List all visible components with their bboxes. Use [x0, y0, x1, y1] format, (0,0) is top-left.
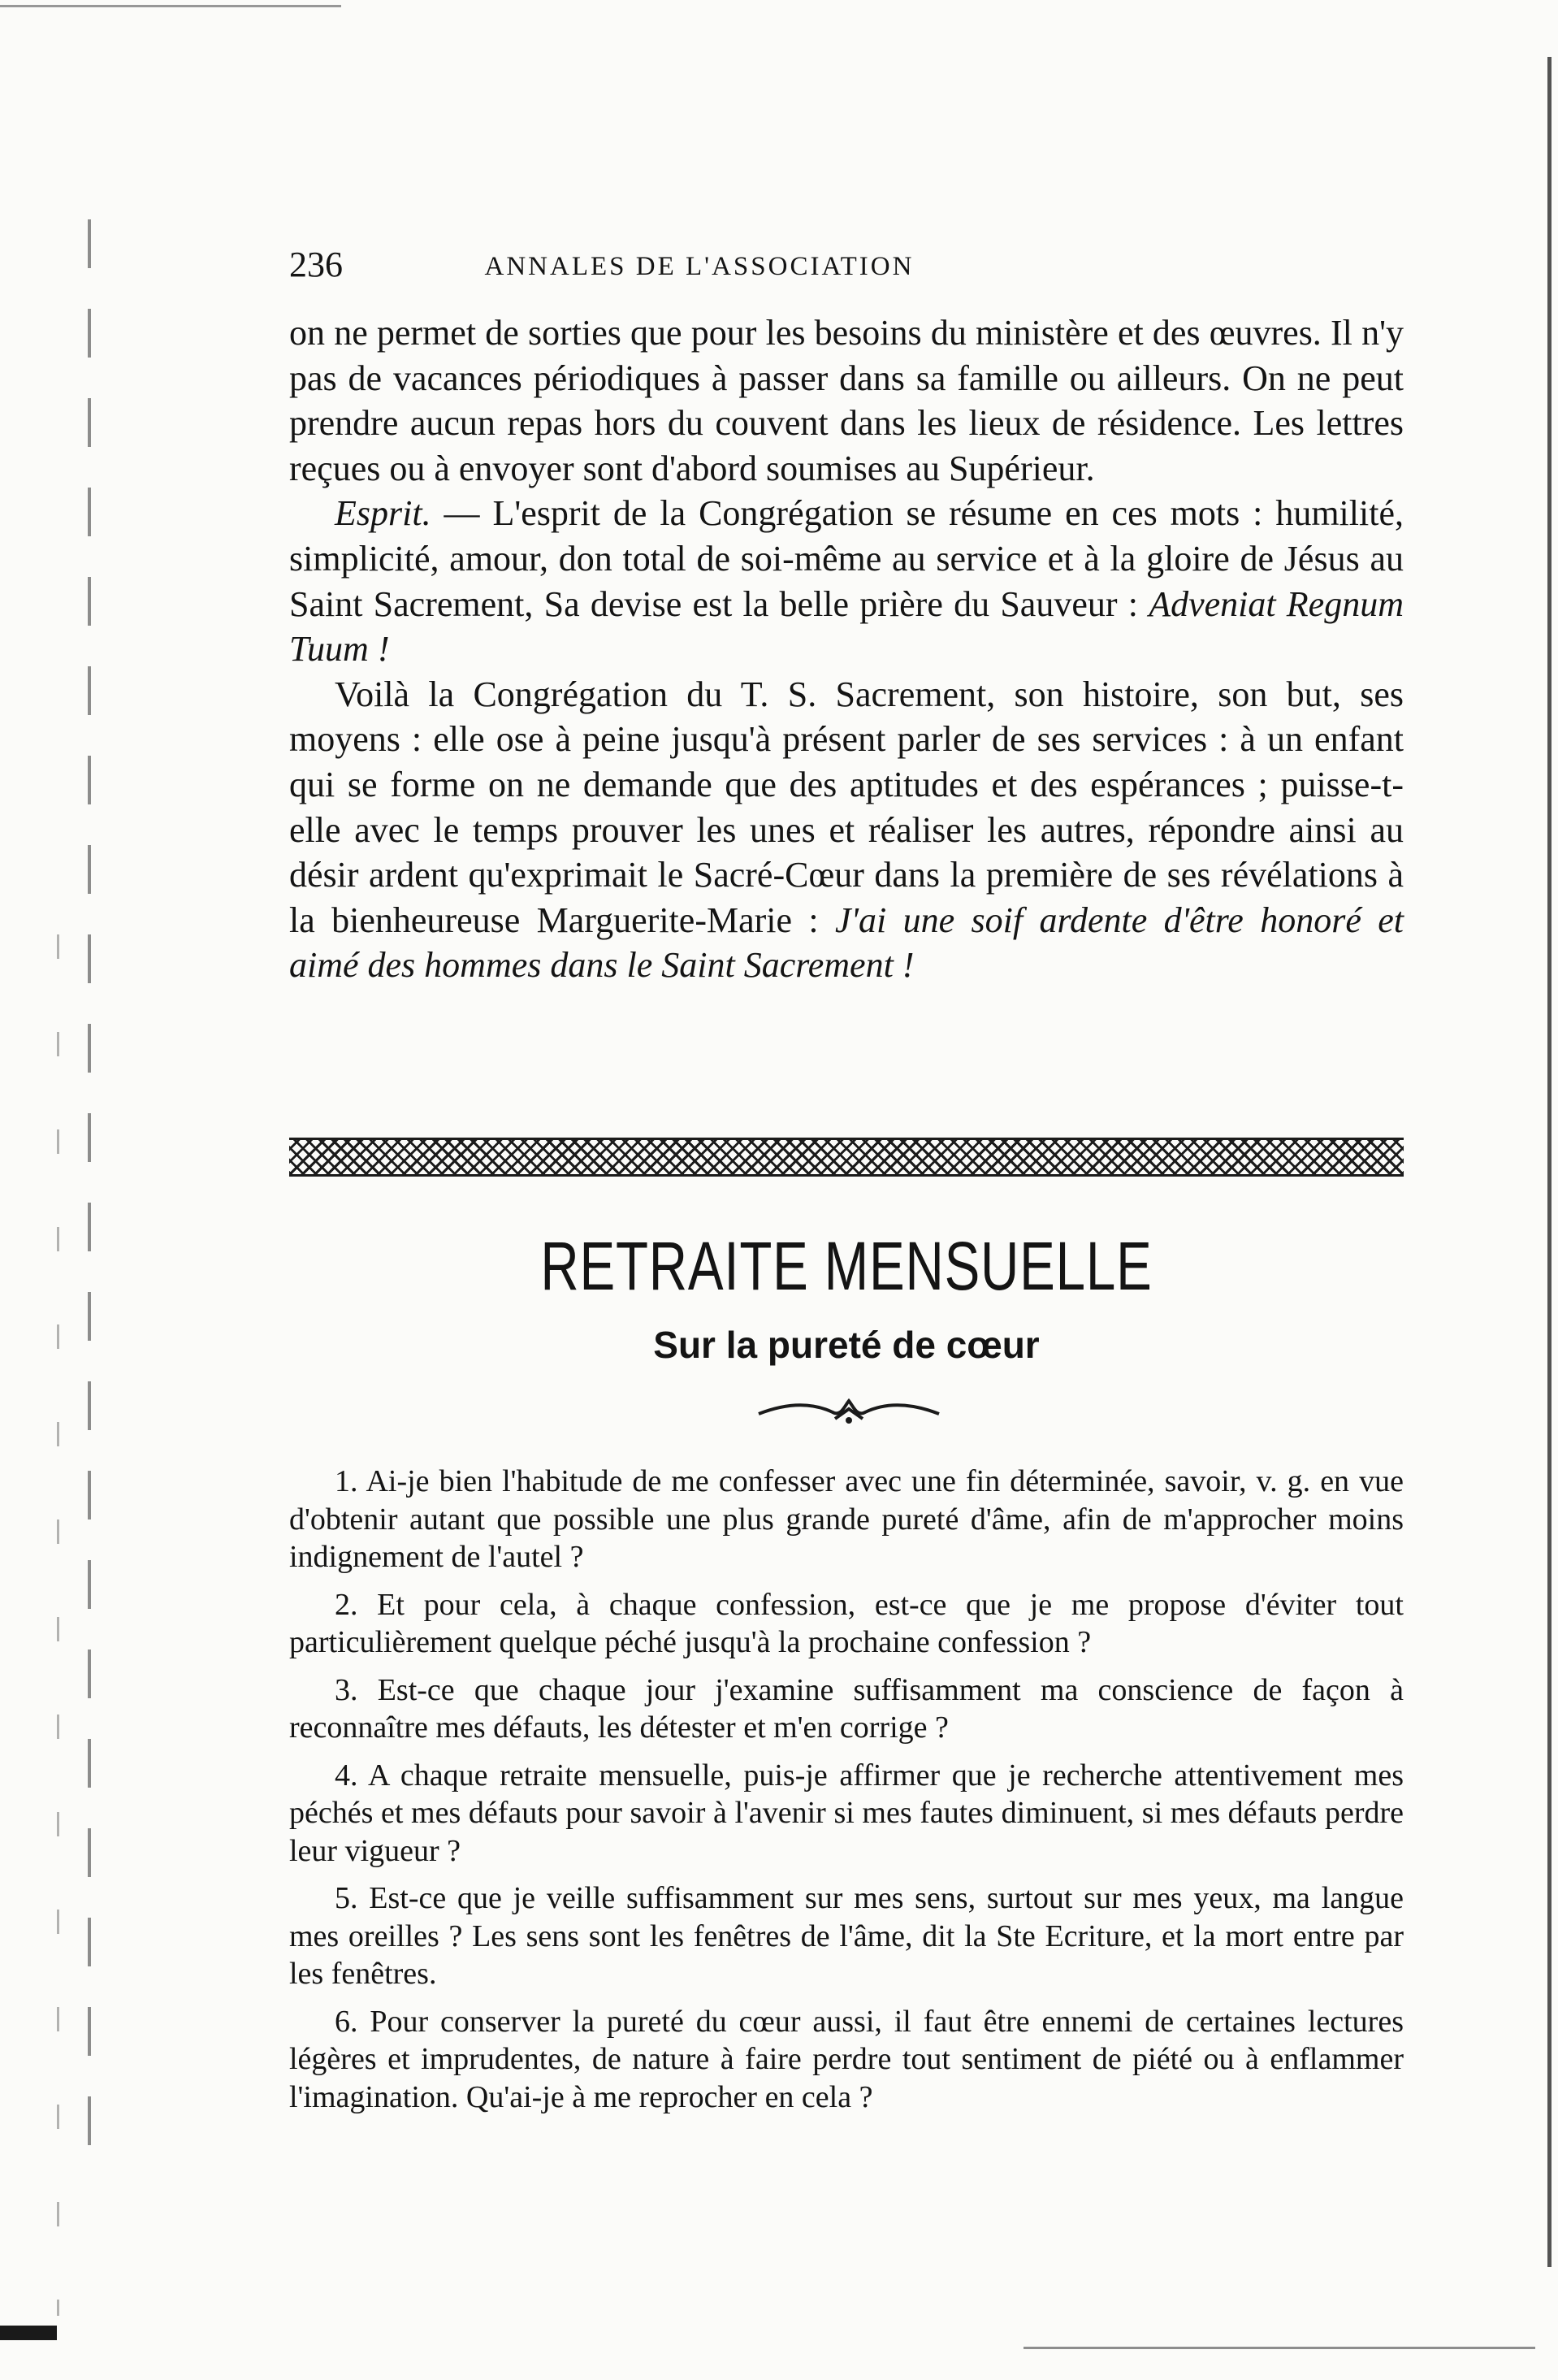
question-item: 4. A chaque retraite mensuelle, puis-je affirmer que je recherche attentivement mes péchés et mes défauts pour savoir à l'avenir si mes fautes diminuent, si mes défauts perdre leur vigueur ?: [289, 1758, 1404, 1868]
running-title: ANNALES DE L'ASSOCIATION: [484, 252, 915, 281]
section-title: RETRAITE MENSUELLE: [540, 1228, 1153, 1304]
page-number: 236: [289, 245, 343, 284]
question-item: 3. Est-ce que chaque jour j'examine suffisamment ma conscience de façon à reconnaître mes défauts, les détester et m'en corrige ?: [289, 1672, 1404, 1745]
section-subtitle: Sur la pureté de cœur: [653, 1324, 1040, 1366]
paragraph-2: [289, 491, 1404, 671]
paragraph-2-lead: Esprit.: [335, 493, 431, 534]
paragraph-2-text: — L'esprit de la Congrégation se résume en ces mots : humilité, simplicité, amour, don total de soi-même au service et à la gloire de Jésus au Saint Sacrement, Sa devise est la belle prière du Sauveur :: [289, 493, 1404, 624]
question-item: 2. Et pour cela, à chaque confession, est-ce que je me propose d'éviter tout particulièrement quelque péché jusqu'à la prochaine confession ?: [289, 1587, 1404, 1659]
scan-edge-left: [88, 219, 91, 2153]
body-text: [289, 310, 1404, 988]
question-item: 6. Pour conserver la pureté du cœur aussi, il faut être ennemi de certaines lectures légères et imprudentes, de nature à faire perdre tout sentiment de piété ou à enflammer l'imagination. Qu'ai-je à me reprocher en cela ?: [289, 2004, 1404, 2114]
scan-corner-mark: [0, 2326, 57, 2340]
questions-list: [289, 1463, 1404, 2126]
paragraph-3-quote: J'ai une soif ardente d'être honoré et aimé des hommes dans le Saint Sacrement !: [289, 900, 1404, 986]
ornament-divider: [289, 1138, 1404, 1177]
scan-edge-top: [0, 5, 341, 7]
scan-edge-left-inner: [57, 934, 59, 2316]
page-header: [289, 244, 1110, 293]
paragraph-2-motto: Adveniat Regnum Tuum !: [289, 583, 1404, 670]
scan-edge-bottom: [1024, 2347, 1535, 2349]
paragraph-1: on ne permet de sorties que pour les besoins du ministère et des œuvres. Il n'y pas de vacances périodiques à passer dans sa famille ou ailleurs. On ne peut prendre aucun repas hors du couvent dans les lieux de résidence. Les lettres reçues ou à envoyer sont d'abord soumises au Supérieur.: [289, 313, 1404, 488]
question-item: 5. Est-ce que je veille suffisamment sur mes sens, surtout sur mes yeux, ma langue mes oreilles ? Les sens sont les fenêtres de l'âme, dit la Ste Ecriture, et la mort entre par les fenêtres.: [289, 1881, 1404, 1991]
question-item: 1. Ai-je bien l'habitude de me confesser avec une fin déterminée, savoir, v. g. en vue d'obtenir autant que possible une plus grande pureté d'âme, afin de m'approcher moins indignement de l'autel ?: [289, 1464, 1404, 1574]
flourish-ornament: [755, 1398, 942, 1425]
paragraph-3-text: Voilà la Congrégation du T. S. Sacrement, son histoire, son but, ses moyens : elle ose à peine jusqu'à présent parler de ses services : à un enfant qui se forme on ne demande que des aptitudes et des espérances ; puisse-t-elle avec le temps prouver les unes et réaliser les autres, répondre ainsi au désir ardent qu'exprimait le Sacré-Cœur dans la première de ses révélations à la bienheureuse Marguerite-Marie :: [289, 674, 1404, 940]
scan-edge-right: [1547, 57, 1552, 2267]
paragraph-3: [289, 672, 1404, 988]
